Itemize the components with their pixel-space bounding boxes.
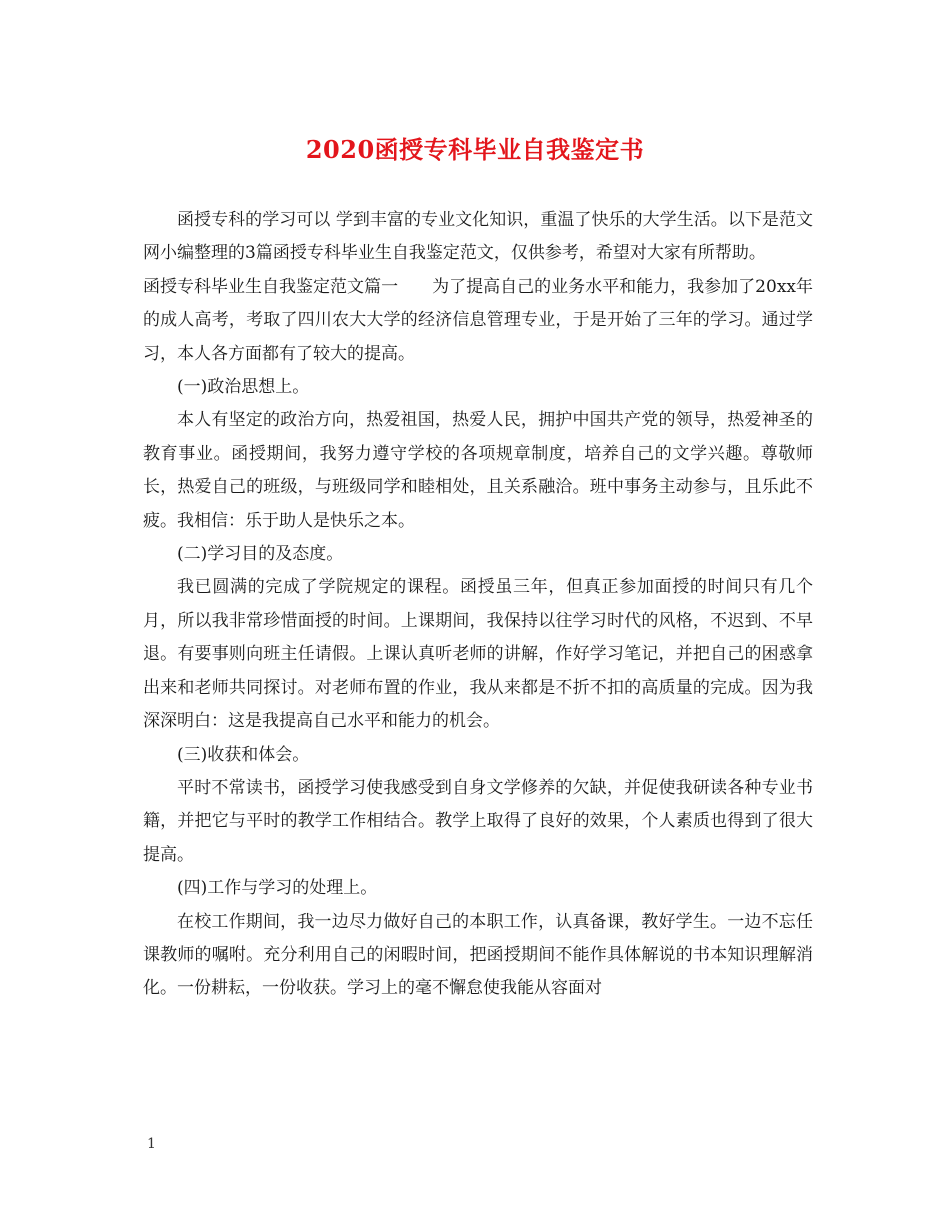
section-heading-work-study: (四)工作与学习的处理上。 [177,878,378,899]
gains-paragraph: 平时不常读书，函授学习使我感受到自身文学修养的欠缺，并促使我研读各种专业书籍，并把它与平时的教学工作相结合。教学上取得了良好的效果，个人素质也得到了很大提高。 [143,777,813,865]
document-body [143,204,813,1006]
work-study-paragraph: 在校工作期间，我一边尽力做好自己的本职工作，认真备课，教好学生。一边不忘任课教师的嘱咐。充分利用自己的闲暇时间，把函授期间不能作具体解说的书本知识理解消化。一份耕耘，一份收获。学习上的毫不懈怠使我能从容面对 [143,911,813,999]
section-heading-study: (二)学习目的及态度。 [177,544,344,565]
page-number: 1 [147,1136,156,1152]
study-paragraph: 我已圆满的完成了学院规定的课程。函授虽三年，但真正参加面授的时间只有几个月，所以我非常珍惜面授的时间。上课期间，我保持以往学习时代的风格，不迟到、不早退。有要事则向班主任请假。上课认真听老师的讲解，作好学习笔记，并把自己的困惑拿出来和老师共同探讨。对老师布置的作业，我从来都是不折不扣的高质量的完成。因为我深深明白：这是我提高自己水平和能力的机会。 [143,577,813,732]
section-heading-gains: (三)收获和体会。 [177,744,310,765]
section-heading-politics: (一)政治思想上。 [177,377,310,398]
essay-one-paragraph: 函授专科毕业生自我鉴定范文篇一 为了提高自己的业务水平和能力，我参加了20xx年的成人高考，考取了四川农大大学的经济信息管理专业，于是开始了三年的学习。通过学习，本人各方面都有了较大的提高。 [143,276,813,364]
intro-paragraph: 函授专科的学习可以 学到丰富的专业文化知识，重温了快乐的大学生活。以下是范文网小编整理的3篇函授专科毕业生自我鉴定范文，仅供参考，希望对大家有所帮助。 [143,210,813,264]
document-title: 2020函授专科毕业自我鉴定书 [305,135,645,164]
politics-paragraph: 本人有坚定的政治方向，热爱祖国，热爱人民，拥护中国共产党的领导，热爱神圣的教育事业。函授期间，我努力遵守学校的各项规章制度，培养自己的文学兴趣。尊敬师长，热爱自己的班级，与班级同学和睦相处，且关系融洽。班中事务主动参与，且乐此不疲。我相信：乐于助人是快乐之本。 [143,410,813,531]
